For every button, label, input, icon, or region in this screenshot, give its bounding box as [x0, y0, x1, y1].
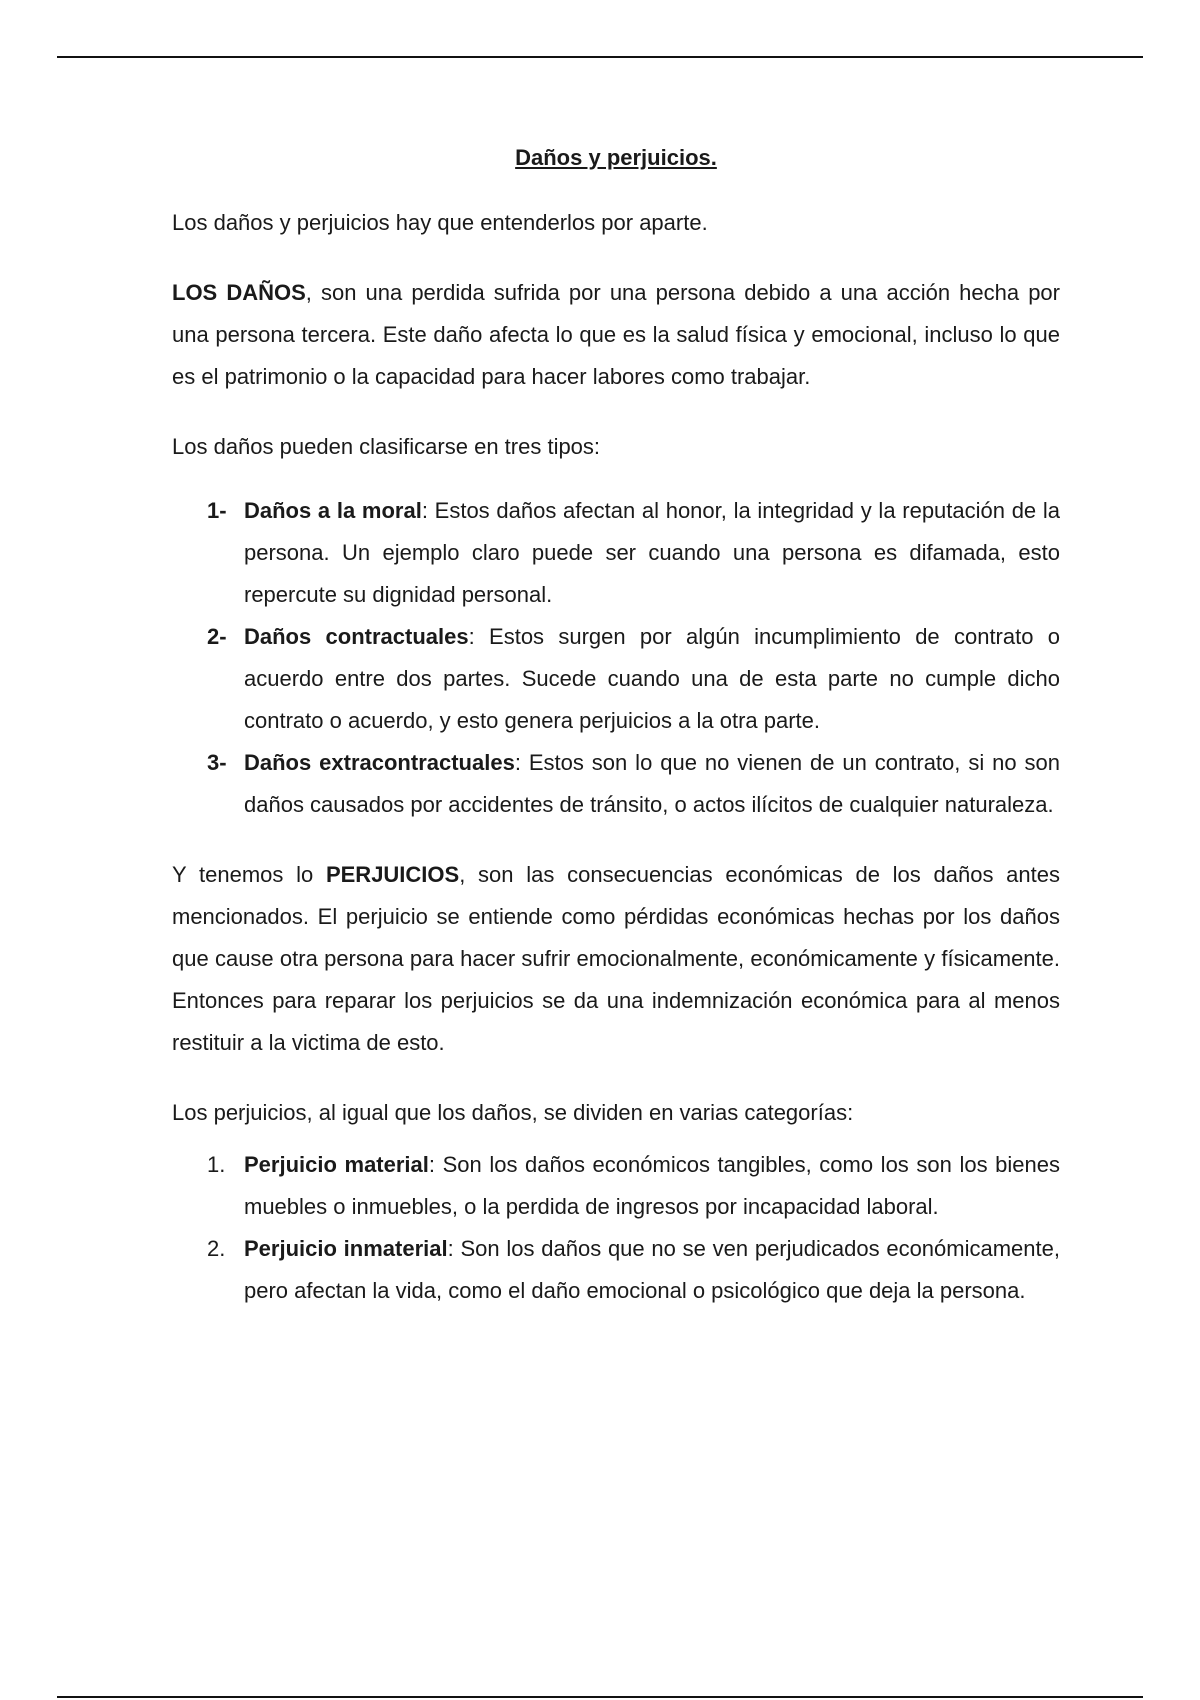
- list-item: [172, 616, 1060, 742]
- list-item-number: 2-: [207, 624, 227, 649]
- list-item: [172, 742, 1060, 826]
- list-item: [172, 1144, 1060, 1228]
- list-item-number: 2.: [207, 1236, 226, 1261]
- perjuicios-pre: Y tenemos lo: [172, 862, 326, 887]
- perjuicios-types-intro: Los perjuicios, al igual que los daños, se dividen en varias categorías:: [172, 1100, 854, 1125]
- perjuicios-types-list: [172, 1134, 1060, 1312]
- perjuicios-definition-text: , son las consecuencias económicas de los daños antes mencionados. El perjuicio se entiende como pérdidas económicas hechas por los daños que cause otra persona para hacer sufrir emocionalmente, económicamente y físicamente. Entonces para reparar los perjuicios se da una indemnización económica para al menos restituir a la victima de esto.: [172, 862, 1060, 1055]
- list-item-text: : Estos daños afectan al honor, la integridad y la reputación de la persona. Un ejemplo claro puede ser cuando una persona es difamada, esto repercute su dignidad personal.: [244, 498, 1060, 607]
- list-item-text: : Estos son lo que no vienen de un contrato, si no son daños causados por accidentes de tránsito, o actos ilícitos de cualquier naturaleza.: [244, 750, 1060, 817]
- document-title: Daños y perjuicios.: [515, 145, 717, 170]
- bottom-rule: [57, 1696, 1143, 1698]
- perjuicios-term: PERJUICIOS: [325, 862, 460, 887]
- intro-paragraph: Los daños y perjuicios hay que entenderlos por aparte.: [172, 210, 708, 235]
- danos-definition: [172, 272, 1060, 398]
- list-item-term: Perjuicio inmaterial: [244, 1236, 448, 1261]
- list-item-text: : Son los daños económicos tangibles, como los son los bienes muebles o inmuebles, o la perdida de ingresos por incapacidad laboral.: [244, 1152, 1060, 1219]
- document-body: [172, 140, 1060, 1340]
- list-item-text: : Estos surgen por algún incumplimiento de contrato o acuerdo entre dos partes. Sucede cuando una de esta parte no cumple dicho contrato o acuerdo, y esto genera perjuicios a la otra parte.: [244, 624, 1061, 733]
- list-item-number: 1.: [207, 1152, 226, 1177]
- danos-term: LOS DAÑOS: [172, 280, 306, 305]
- list-item-term: Daños extracontractuales: [244, 750, 515, 775]
- list-item-term: Daños a la moral: [244, 498, 422, 523]
- list-item-term: Perjuicio material: [244, 1152, 429, 1177]
- list-item-number: 1-: [207, 498, 227, 523]
- list-item: [172, 1228, 1060, 1312]
- list-item: [172, 490, 1060, 616]
- danos-types-intro: Los daños pueden clasificarse en tres tipos:: [172, 434, 601, 459]
- perjuicios-definition: [172, 854, 1060, 1064]
- list-item-text: : Son los daños que no se ven perjudicados económicamente, pero afectan la vida, como el daño emocional o psicológico que deja la persona.: [244, 1236, 1060, 1303]
- list-item-number: 3-: [207, 750, 227, 775]
- list-item-term: Daños contractuales: [244, 624, 469, 649]
- top-rule: [57, 56, 1143, 58]
- danos-types-list: [172, 468, 1060, 826]
- danos-definition-text: , son una perdida sufrida por una persona debido a una acción hecha por una persona tercera. Este daño afecta lo que es la salud física y emocional, incluso lo que es el patrimonio o la capacidad para hacer labores como trabajar.: [172, 280, 1060, 389]
